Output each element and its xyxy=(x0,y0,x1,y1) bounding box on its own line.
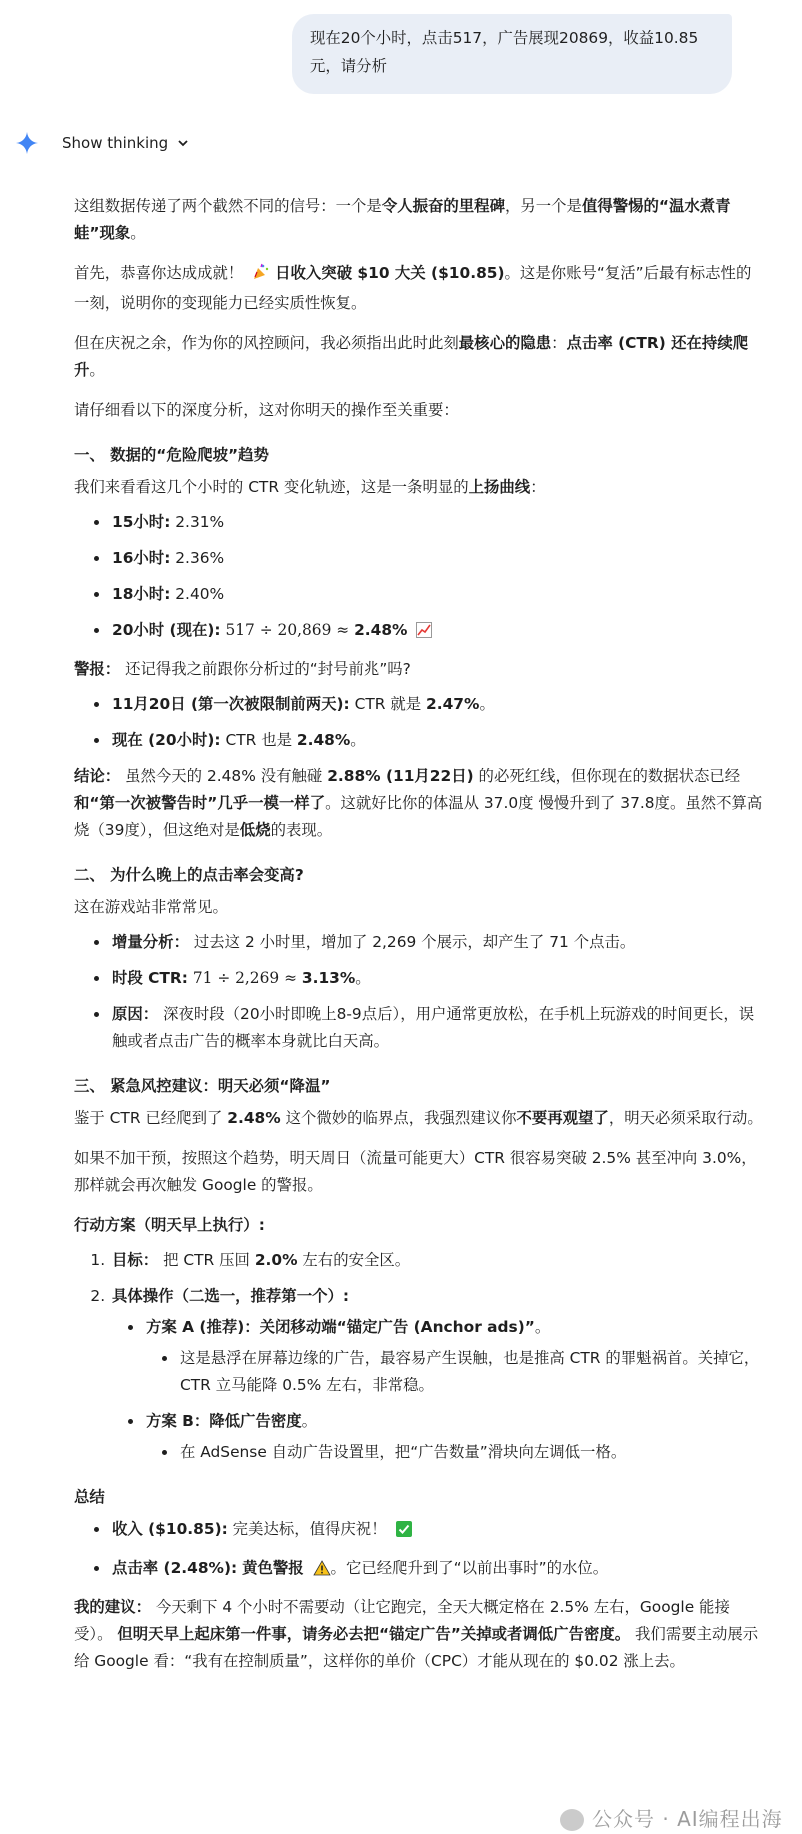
list-item: • 方案 A (推荐)：关闭移动端“锚定广告 (Anchor ads)”。 • 这是悬浮在屏幕边缘的广告，最容易产生误触，也是推高 CTR 的罪魁祸首。关掉它，CTR 立马能降 0.5% 左右，非常稳。 xyxy=(144,1314,764,1399)
intro-paragraph-4: 请仔细看以下的深度分析，这对你明天的操作至关重要： xyxy=(74,401,459,419)
list-item: • 收入 ($10.85): 完美达标，值得庆祝！ xyxy=(110,1516,764,1546)
advice-paragraph: 我的建议： 今天剩下 4 个小时不需要动（让它跑完，全天大概定格在 2.5% 左右，Google 能接受）。 但明天早上起床第一件事，请务必去把“锚定广告”关掉或者调低广告密度。 我们需要主动展示给 Google 看：“我有在控制质量”，这样你的单价（CPC）才能从现在的 $0.02 涨上去。 xyxy=(74,1598,759,1670)
chart-increasing-icon xyxy=(416,620,432,647)
ctr-trend-list xyxy=(74,509,764,647)
list-item: • 11月20日 (第一次被限制前两天): CTR 就是 2.47%。 xyxy=(110,691,764,718)
list-item: 2. 具体操作（二选一，推荐第一个）: • 方案 A (推荐)：关闭移动端“锚定广告 (Anchor ads)”。 • 这是悬浮在屏幕边缘的广告，最容易产生误触，也是推高 CTR 的罪魁祸首。关掉它，CTR 立马能降 0.5% 左右，非常稳。 • 方案 B：降低广告密度。 • 在 AdSense 自动广告设置里，把“广告数量”滑块向左调低一格。 xyxy=(110,1283,764,1466)
section-1-lead: 我们来看看这几个小时的 CTR 变化轨迹，这是一条明显的上扬曲线： xyxy=(74,478,546,496)
ctr-compare-list xyxy=(74,691,764,754)
list-item: • 点击率 (2.48%): 黄色警报 。它已经爬升到了“以前出事时”的水位。 xyxy=(110,1555,764,1585)
conclusion-paragraph: 结论： 虽然今天的 2.48% 没有触碰 2.88% (11月22日) 的必死红线，但你现在的数据状态已经和“第一次被警告时”几乎一模一样了。这就好比你的体温从 37.0度 慢慢升到了 37.8度。虽然不算高烧（39度），但这绝对是低烧的表现。 xyxy=(74,767,763,839)
list-item: • 在 AdSense 自动广告设置里，把“广告数量”滑块向左调低一格。 xyxy=(178,1439,764,1466)
action-plan-list xyxy=(74,1247,764,1466)
watermark xyxy=(560,1806,783,1833)
gemini-spark-icon xyxy=(16,132,38,154)
list-item: 1. 目标： 把 CTR 压回 2.0% 左右的安全区。 xyxy=(110,1247,764,1274)
party-popper-icon xyxy=(252,263,270,290)
check-mark-icon xyxy=(396,1519,412,1546)
plan-b-details xyxy=(146,1439,764,1466)
intro-paragraph-2: 首先，恭喜你达成成就！ 日收入突破 $10 大关 ($10.85)。这是你账号“复活”后最有标志性的一刻，说明你的变现能力已经实质性恢复。 xyxy=(74,264,752,312)
plan-options-list xyxy=(112,1314,764,1466)
user-message-text: 现在20个小时，点击517，广告展现20869，收益10.85元，请分析 xyxy=(310,29,699,75)
list-item: • 时段 CTR: 71 ÷ 2,269 ≈ 3.13%。 xyxy=(110,965,764,992)
list-item: • 增量分析： 过去这 2 小时里，增加了 2,269 个展示，却产生了 71 个点击。 xyxy=(110,929,764,956)
assistant-response xyxy=(74,193,764,1688)
section-2-lead: 这在游戏站非常常见。 xyxy=(74,898,228,916)
warning-paragraph: 警报： 还记得我之前跟你分析过的“封号前兆”吗? xyxy=(74,660,411,678)
plan-a-details xyxy=(146,1345,764,1399)
section-2-heading: 二、 为什么晚上的点击率会变高? xyxy=(74,866,304,884)
list-item: • 16小时: 2.36% xyxy=(110,545,764,572)
list-item: • 15小时: 2.31% xyxy=(110,509,764,536)
section-3-heading: 三、 紧急风控建议：明天必须“降温” xyxy=(74,1077,331,1095)
list-item: • 方案 B：降低广告密度。 • 在 AdSense 自动广告设置里，把“广告数量”滑块向左调低一格。 xyxy=(144,1408,764,1466)
list-item: • 现在 (20小时): CTR 也是 2.48%。 xyxy=(110,727,764,754)
night-ctr-list xyxy=(74,929,764,1055)
user-message-bubble xyxy=(292,14,732,94)
summary-heading: 总结 xyxy=(74,1488,105,1506)
show-thinking-label[interactable]: Show thinking xyxy=(62,133,169,152)
intro-paragraph-1: 这组数据传递了两个截然不同的信号：一个是令人振奋的里程碑，另一个是值得警惕的“温水煮青蛙”现象。 xyxy=(74,197,731,242)
section-3-paragraph-1: 鉴于 CTR 已经爬到了 2.48% 这个微妙的临界点，我强烈建议你不要再观望了，明天必须采取行动。 xyxy=(74,1109,763,1127)
wechat-logo-icon xyxy=(560,1809,584,1831)
list-item: • 20小时 (现在): 517 ÷ 20,869 ≈ 2.48% xyxy=(110,617,764,647)
warning-icon xyxy=(313,1558,331,1585)
show-thinking-toggle[interactable] xyxy=(16,128,190,158)
watermark-text: 公众号 · AI编程出海 xyxy=(592,1807,783,1831)
section-3-paragraph-2: 如果不加干预，按照这个趋势，明天周日（流量可能更大）CTR 很容易突破 2.5% 甚至冲向 3.0%，那样就会再次触发 Google 的警报。 xyxy=(74,1149,757,1194)
list-item: • 这是悬浮在屏幕边缘的广告，最容易产生误触，也是推高 CTR 的罪魁祸首。关掉它，CTR 立马能降 0.5% 左右，非常稳。 xyxy=(178,1345,764,1399)
list-item: • 原因： 深夜时段（20小时即晚上8-9点后），用户通常更放松，在手机上玩游戏的时间更长，误触或者点击广告的概率本身就比白天高。 xyxy=(110,1001,764,1055)
chevron-down-icon[interactable] xyxy=(176,136,190,150)
action-plan-heading: 行动方案（明天早上执行）: xyxy=(74,1216,265,1234)
intro-paragraph-3: 但在庆祝之余，作为你的风控顾问，我必须指出此时此刻最核心的隐患：点击率 (CTR) 还在持续爬升。 xyxy=(74,334,749,379)
summary-list xyxy=(74,1516,764,1585)
list-item: • 18小时: 2.40% xyxy=(110,581,764,608)
section-1-heading: 一、 数据的“危险爬坡”趋势 xyxy=(74,446,269,464)
